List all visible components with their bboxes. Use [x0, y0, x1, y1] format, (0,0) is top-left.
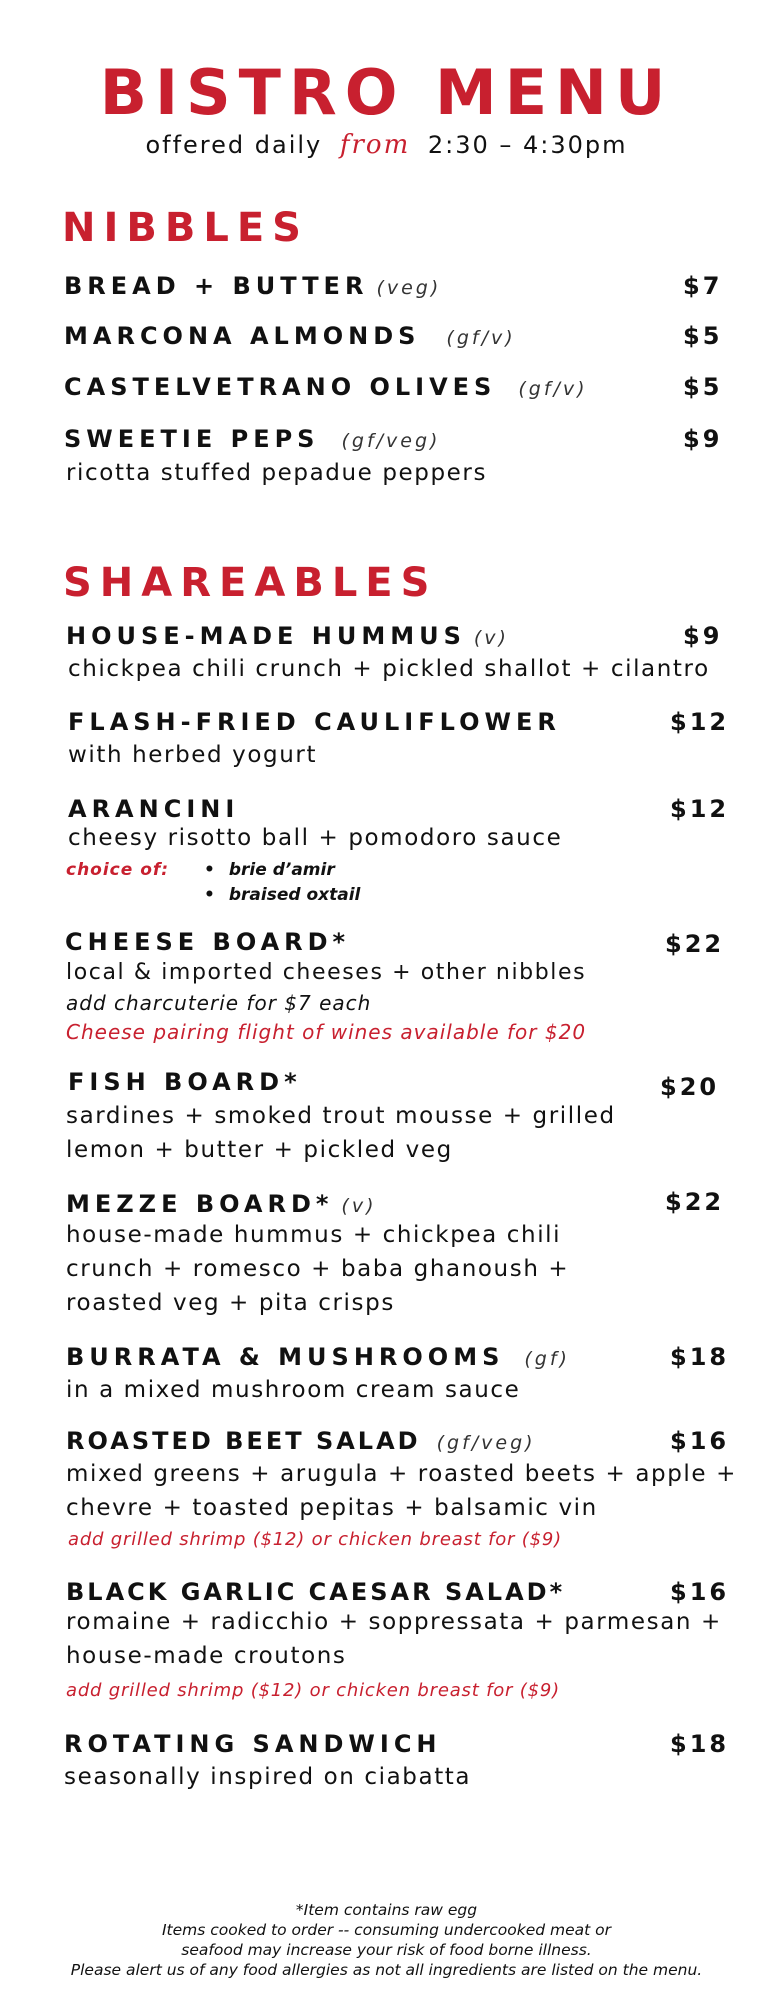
dietary-tag: (veg)	[376, 277, 442, 299]
item-name-text: BLACK GARLIC CAESAR SALAD*	[66, 1578, 566, 1606]
menu-item-price: $5	[683, 322, 723, 350]
menu-item-price: $22	[665, 1188, 725, 1216]
item-name-text: ROTATING SANDWICH	[64, 1730, 442, 1758]
item-name-text: BURRATA & MUSHROOMS	[66, 1343, 505, 1371]
menu-item-price: $5	[683, 373, 723, 401]
menu-item-name	[64, 322, 516, 350]
menu-item-description: crunch + romesco + baba ghanoush +	[66, 1256, 570, 1282]
dietary-tag: (gf)	[524, 1348, 570, 1370]
food-safety-disclaimer: seafood may increase your risk of food borne illness.	[181, 1941, 592, 1959]
menu-item-name	[68, 1068, 302, 1096]
menu-item-price: $22	[665, 930, 725, 958]
menu-item-name	[65, 928, 350, 956]
section-heading-nibbles: NIBBLES	[62, 205, 309, 251]
item-name-text: BREAD + BUTTER	[64, 272, 369, 300]
dietary-tag: (v)	[473, 627, 509, 649]
menu-item-description: local & imported cheeses + other nibbles	[66, 960, 587, 985]
menu-item-name	[64, 272, 441, 300]
item-name-text: SWEETIE PEPS	[64, 425, 320, 453]
item-name-text: HOUSE-MADE HUMMUS	[66, 622, 466, 650]
menu-item-name	[68, 795, 239, 823]
menu-item-price: $7	[683, 272, 723, 300]
choice-option: • braised oxtail	[204, 885, 361, 905]
menu-item-description: roasted veg + pita crisps	[66, 1290, 395, 1316]
menu-item-description: chickpea chili crunch + pickled shallot + cilantro	[68, 656, 710, 682]
menu-item-price: $16	[670, 1427, 730, 1455]
menu-item-price: $9	[683, 425, 723, 453]
menu-item-price: $18	[670, 1730, 730, 1758]
allergy-disclaimer: Please alert us of any food allergies as not all ingredients are listed on the menu.	[70, 1961, 703, 1979]
menu-item-description: cheesy risotto ball + pomodoro sauce	[68, 825, 563, 851]
choice-option-text: braised oxtail	[228, 885, 361, 905]
add-protein-note: add grilled shrimp ($12) or chicken breast for ($9)	[68, 1529, 562, 1550]
menu-item-name	[66, 1578, 565, 1606]
item-name-text: FLASH-FRIED CAULIFLOWER	[68, 708, 561, 736]
item-name-text: ROASTED BEET SALAD	[66, 1427, 421, 1455]
item-name-text: CHEESE BOARD*	[65, 928, 351, 956]
menu-item-name	[64, 1730, 442, 1758]
dietary-tag: (v)	[341, 1195, 377, 1217]
item-name-text: CASTELVETRANO OLIVES	[64, 373, 497, 401]
hours-subtitle	[0, 130, 773, 160]
menu-item-description: mixed greens + arugula + roasted beets + apple +	[66, 1461, 737, 1487]
menu-item-name	[66, 1343, 570, 1371]
item-name-text: FISH BOARD*	[68, 1068, 302, 1096]
menu-item-price: $20	[660, 1073, 720, 1101]
hours-prefix: offered daily	[145, 131, 323, 159]
wine-pairing-note: Cheese pairing flight of wines available for $20	[66, 1020, 587, 1044]
menu-item-description: house-made hummus + chickpea chili	[66, 1222, 562, 1248]
hours-range: 2:30 – 4:30pm	[427, 131, 628, 159]
item-name-text: MARCONA ALMONDS	[64, 322, 421, 350]
dietary-tag: (gf/veg)	[341, 430, 441, 452]
dietary-tag: (gf/v)	[446, 327, 516, 349]
menu-item-price: $12	[670, 708, 730, 736]
raw-egg-disclaimer: *Item contains raw egg	[295, 1901, 478, 1919]
menu-item-price: $12	[670, 795, 730, 823]
item-name-text: ARANCINI	[68, 795, 240, 823]
menu-item-price: $9	[683, 622, 723, 650]
menu-item-name	[66, 622, 509, 650]
dietary-tag: (gf/v)	[518, 378, 588, 400]
menu-item-name	[66, 1427, 536, 1455]
menu-item-description: house-made croutons	[66, 1643, 347, 1669]
section-heading-shareables: SHAREABLES	[63, 560, 438, 606]
add-protein-note: add grilled shrimp ($12) or chicken breast for ($9)	[66, 1680, 560, 1701]
dietary-tag: (gf/veg)	[436, 1432, 536, 1454]
menu-item-description: sardines + smoked trout mousse + grilled	[66, 1103, 616, 1129]
menu-item-name	[68, 708, 561, 736]
menu-item-name	[64, 373, 588, 401]
menu-item-description: with herbed yogurt	[68, 742, 318, 768]
item-name-text: MEZZE BOARD*	[66, 1190, 334, 1218]
choice-option-text: brie d’amir	[228, 860, 335, 880]
menu-item-description: romaine + radicchio + soppressata + parmesan +	[66, 1609, 722, 1635]
choice-label: choice of:	[66, 860, 170, 880]
food-safety-disclaimer: Items cooked to order -- consuming undercooked meat or	[161, 1921, 612, 1939]
menu-item-price: $18	[670, 1343, 730, 1371]
hours-from-script: from	[339, 130, 411, 160]
menu-item-note: add charcuterie for $7 each	[66, 991, 372, 1015]
menu-item-description: ricotta stuffed pepadue peppers	[66, 460, 488, 486]
menu-item-description: in a mixed mushroom cream sauce	[66, 1377, 521, 1403]
page-title: BISTRO MENU	[99, 56, 674, 129]
menu-item-price: $16	[670, 1578, 730, 1606]
menu-item-description: chevre + toasted pepitas + balsamic vin	[66, 1495, 598, 1521]
menu-item-name	[66, 1190, 377, 1218]
menu-item-description: lemon + butter + pickled veg	[66, 1137, 453, 1163]
menu-item-name	[64, 425, 440, 453]
choice-option: • brie d’amir	[204, 860, 335, 880]
menu-item-description: seasonally inspired on ciabatta	[64, 1764, 472, 1790]
